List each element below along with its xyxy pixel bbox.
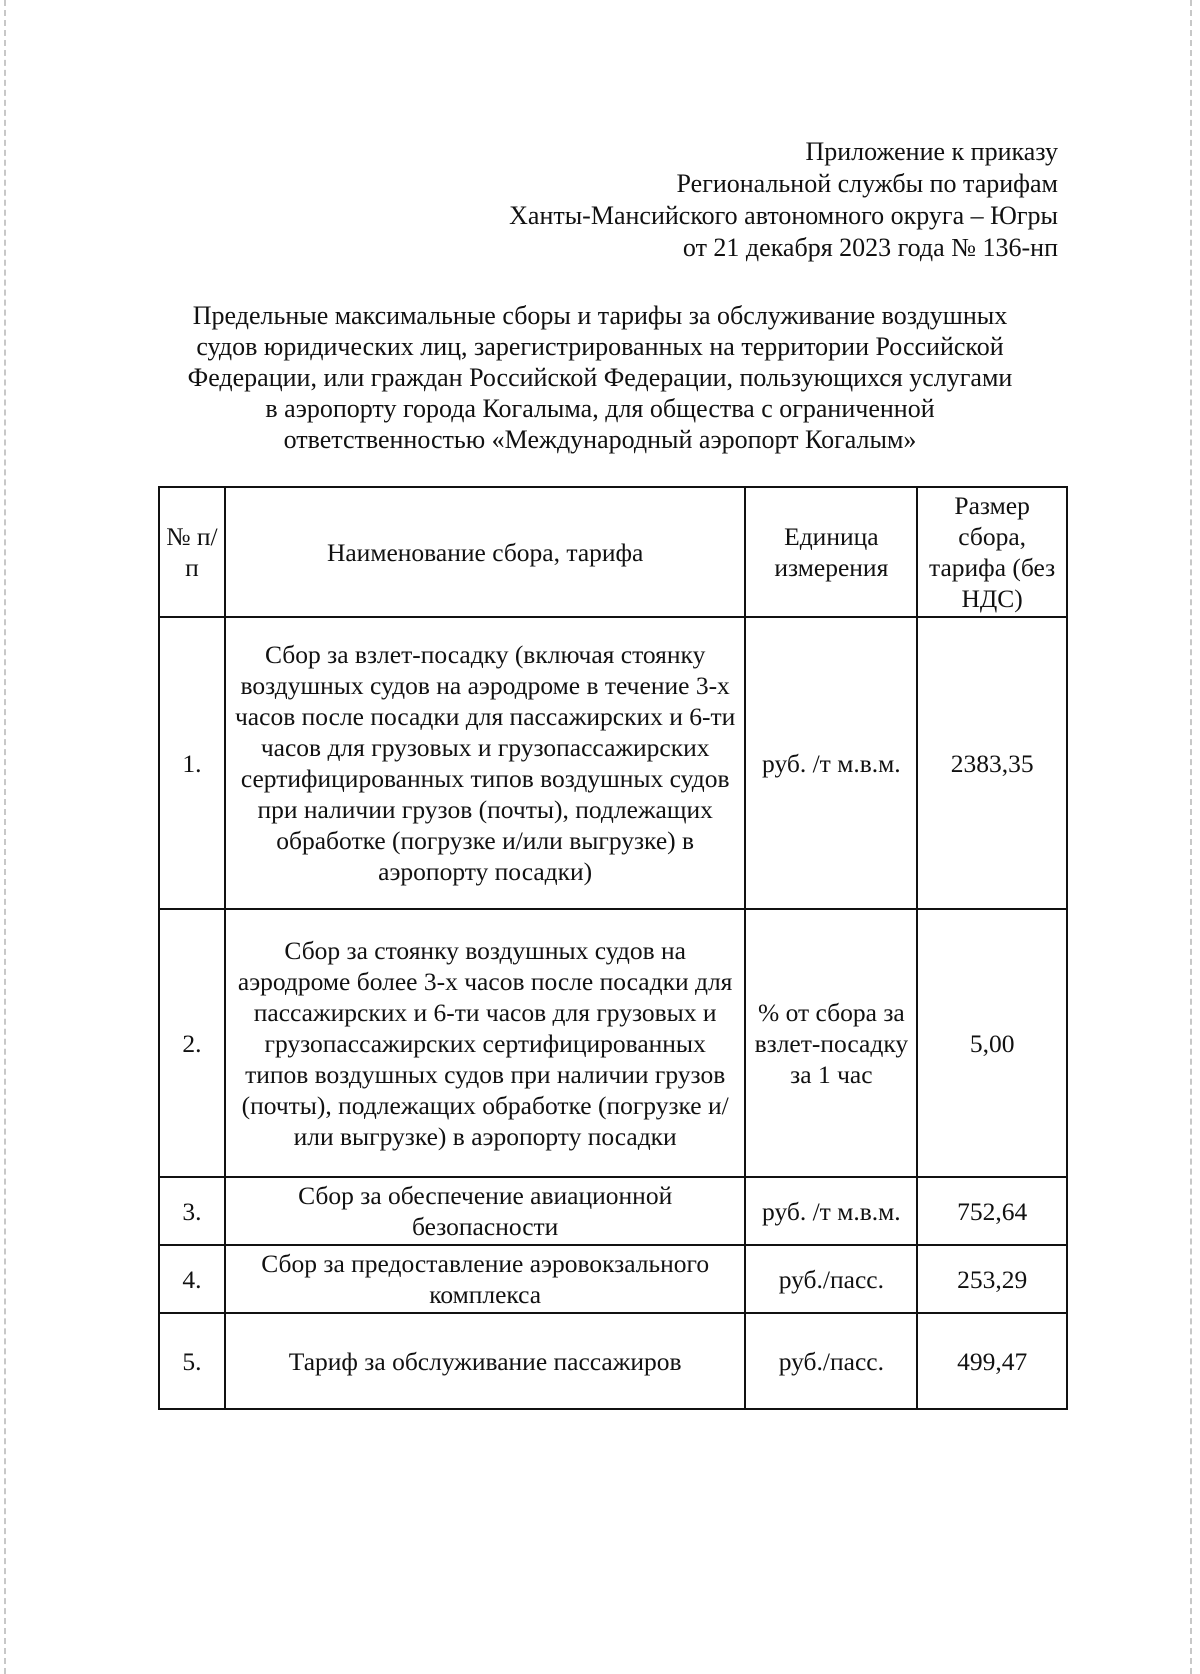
appendix-header bbox=[509, 136, 1058, 264]
cell-unit: руб. /т м.в.м. bbox=[745, 1177, 917, 1245]
cell-num: 5. bbox=[159, 1313, 225, 1409]
cell-value: 2383,35 bbox=[917, 617, 1067, 909]
cell-value: 253,29 bbox=[917, 1245, 1067, 1313]
cell-num: 3. bbox=[159, 1177, 225, 1245]
cell-unit: % от сбора за взлет-посадку за 1 час bbox=[745, 909, 917, 1177]
header-line: Ханты-Мансийского автономного округа – Югры bbox=[509, 201, 1058, 230]
cell-unit: руб. /т м.в.м. bbox=[745, 617, 917, 909]
title-line: судов юридических лиц, зарегистрированных на территории Российской bbox=[196, 332, 1004, 361]
tariffs-table bbox=[158, 486, 1068, 1410]
cell-unit: руб./пасс. bbox=[745, 1245, 917, 1313]
title-line: в аэропорту города Когалыма, для общества с ограниченной bbox=[265, 394, 935, 423]
column-header-num: № п/п bbox=[159, 487, 225, 617]
cell-name: Тариф за обслуживание пассажиров bbox=[225, 1313, 746, 1409]
cell-name: Сбор за взлет-посадку (включая стоянку воздушных судов на аэродроме в течение 3-х часов после посадки для пассажирских и 6-ти часов для грузовых и грузопассажирских сертифицированных типов воздушных судов при наличии грузов (почты), подлежащих обработке (погрузке и/или выгрузке) в аэропорту посадки) bbox=[225, 617, 746, 909]
scan-edge-right bbox=[1187, 0, 1192, 1674]
table-row bbox=[159, 1177, 1067, 1245]
cell-num: 2. bbox=[159, 909, 225, 1177]
table-header-row bbox=[159, 487, 1067, 617]
table-row bbox=[159, 1245, 1067, 1313]
header-line: от 21 декабря 2023 года № 136-нп bbox=[682, 233, 1058, 262]
table-row bbox=[159, 1313, 1067, 1409]
cell-name: Сбор за предоставление аэровокзального комплекса bbox=[225, 1245, 746, 1313]
table-row bbox=[159, 909, 1067, 1177]
header-line: Приложение к приказу bbox=[805, 137, 1058, 166]
cell-value: 752,64 bbox=[917, 1177, 1067, 1245]
title-line: Федерации, или граждан Российской Федерации, пользующихся услугами bbox=[187, 363, 1013, 392]
table-row bbox=[159, 617, 1067, 909]
cell-name: Сбор за стоянку воздушных судов на аэродроме более 3-х часов после посадки для пассажирских и 6-ти часов для грузовых и грузопассажирских сертифицированных типов воздушных судов при наличии грузов (почты), подлежащих обработке (погрузке и/или выгрузке) в аэропорту посадки bbox=[225, 909, 746, 1177]
scan-edge-left bbox=[4, 0, 9, 1674]
cell-unit: руб./пасс. bbox=[745, 1313, 917, 1409]
column-header-name: Наименование сбора, тарифа bbox=[225, 487, 746, 617]
cell-value: 499,47 bbox=[917, 1313, 1067, 1409]
cell-value: 5,00 bbox=[917, 909, 1067, 1177]
cell-name: Сбор за обеспечение авиационной безопасности bbox=[225, 1177, 746, 1245]
document-title bbox=[150, 300, 1050, 455]
title-line: ответственностью «Международный аэропорт Когалым» bbox=[283, 425, 917, 454]
title-line: Предельные максимальные сборы и тарифы за обслуживание воздушных bbox=[192, 301, 1008, 330]
column-header-value: Размер сбора, тарифа (без НДС) bbox=[917, 487, 1067, 617]
header-line: Региональной службы по тарифам bbox=[676, 169, 1058, 198]
cell-num: 1. bbox=[159, 617, 225, 909]
column-header-unit: Единица измерения bbox=[745, 487, 917, 617]
cell-num: 4. bbox=[159, 1245, 225, 1313]
